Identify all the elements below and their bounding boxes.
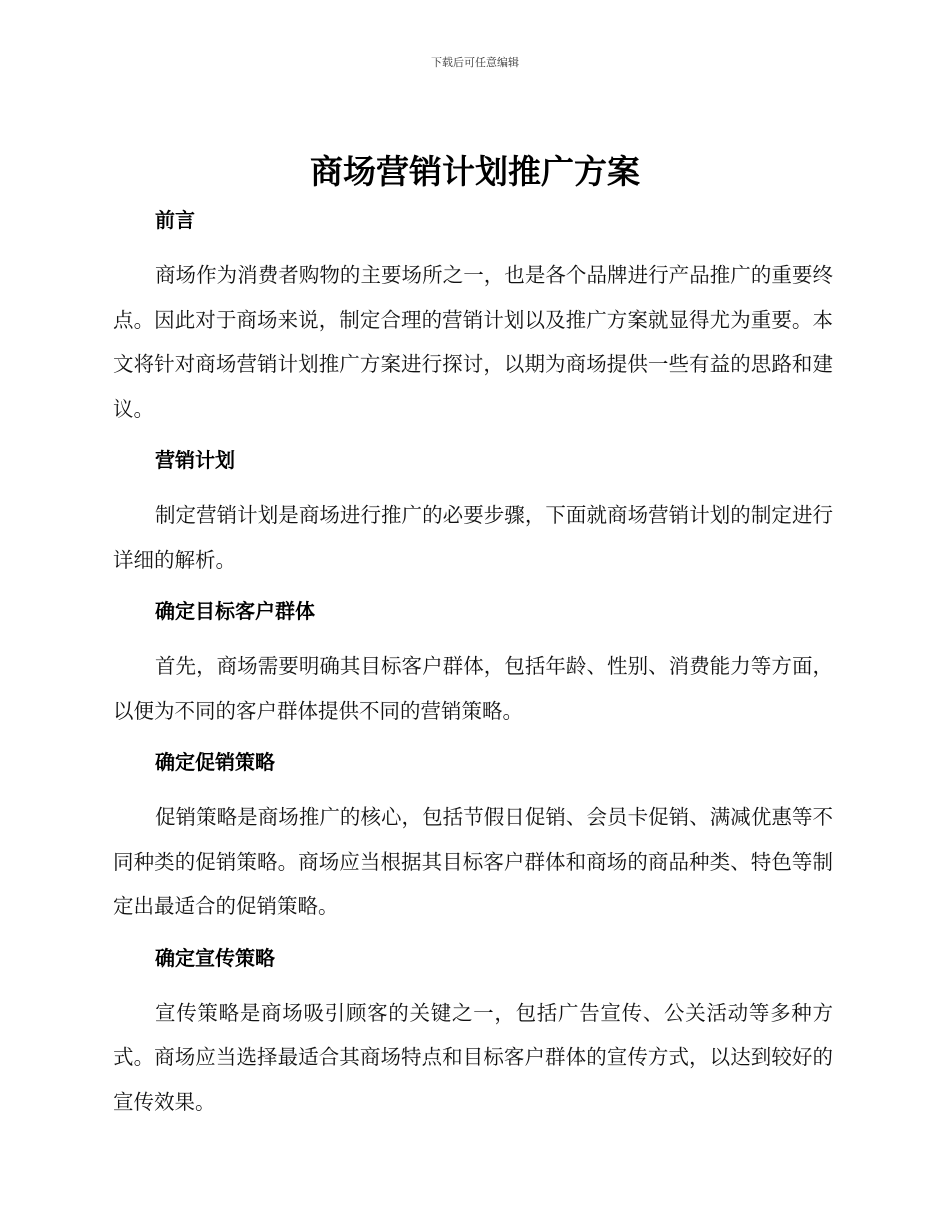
section-heading-marketing-plan: 营销计划 xyxy=(155,448,235,472)
document-body xyxy=(113,201,833,1124)
header-note: 下载后可任意编辑 xyxy=(431,56,519,69)
paragraph-promotion-strategy: 促销策略是商场推广的核心，包括节假日促销、会员卡促销、满减优惠等不同种类的促销策略。商场应当根据其目标客户群体和商场的商品种类、特色等制定出最适合的促销策略。 xyxy=(113,805,833,918)
section-heading-preface: 前言 xyxy=(155,208,195,232)
paragraph-preface: 商场作为消费者购物的主要场所之一，也是各个品牌进行产品推广的重要终点。因此对于商场来说，制定合理的营销计划以及推广方案就显得尤为重要。本文将针对商场营销计划推广方案进行探讨，以期为商场提供一些有益的思路和建议。 xyxy=(113,263,833,421)
section-heading-promotion-strategy: 确定促销策略 xyxy=(155,750,275,774)
paragraph-publicity-strategy: 宣传策略是商场吸引顾客的关键之一，包括广告宣传、公关活动等多种方式。商场应当选择最适合其商场特点和目标客户群体的宣传方式，以达到较好的宣传效果。 xyxy=(113,1000,833,1114)
section-heading-target-customers: 确定目标客户群体 xyxy=(155,599,315,623)
paragraph-target-customers: 首先，商场需要明确其目标客户群体，包括年龄、性别、消费能力等方面，以便为不同的客户群体提供不同的营销策略。 xyxy=(113,654,833,723)
section-heading-publicity-strategy: 确定宣传策略 xyxy=(155,945,275,970)
paragraph-marketing-plan: 制定营销计划是商场进行推广的必要步骤，下面就商场营销计划的制定进行详细的解析。 xyxy=(113,503,833,572)
document-title: 商场营销计划推广方案 xyxy=(310,152,640,191)
